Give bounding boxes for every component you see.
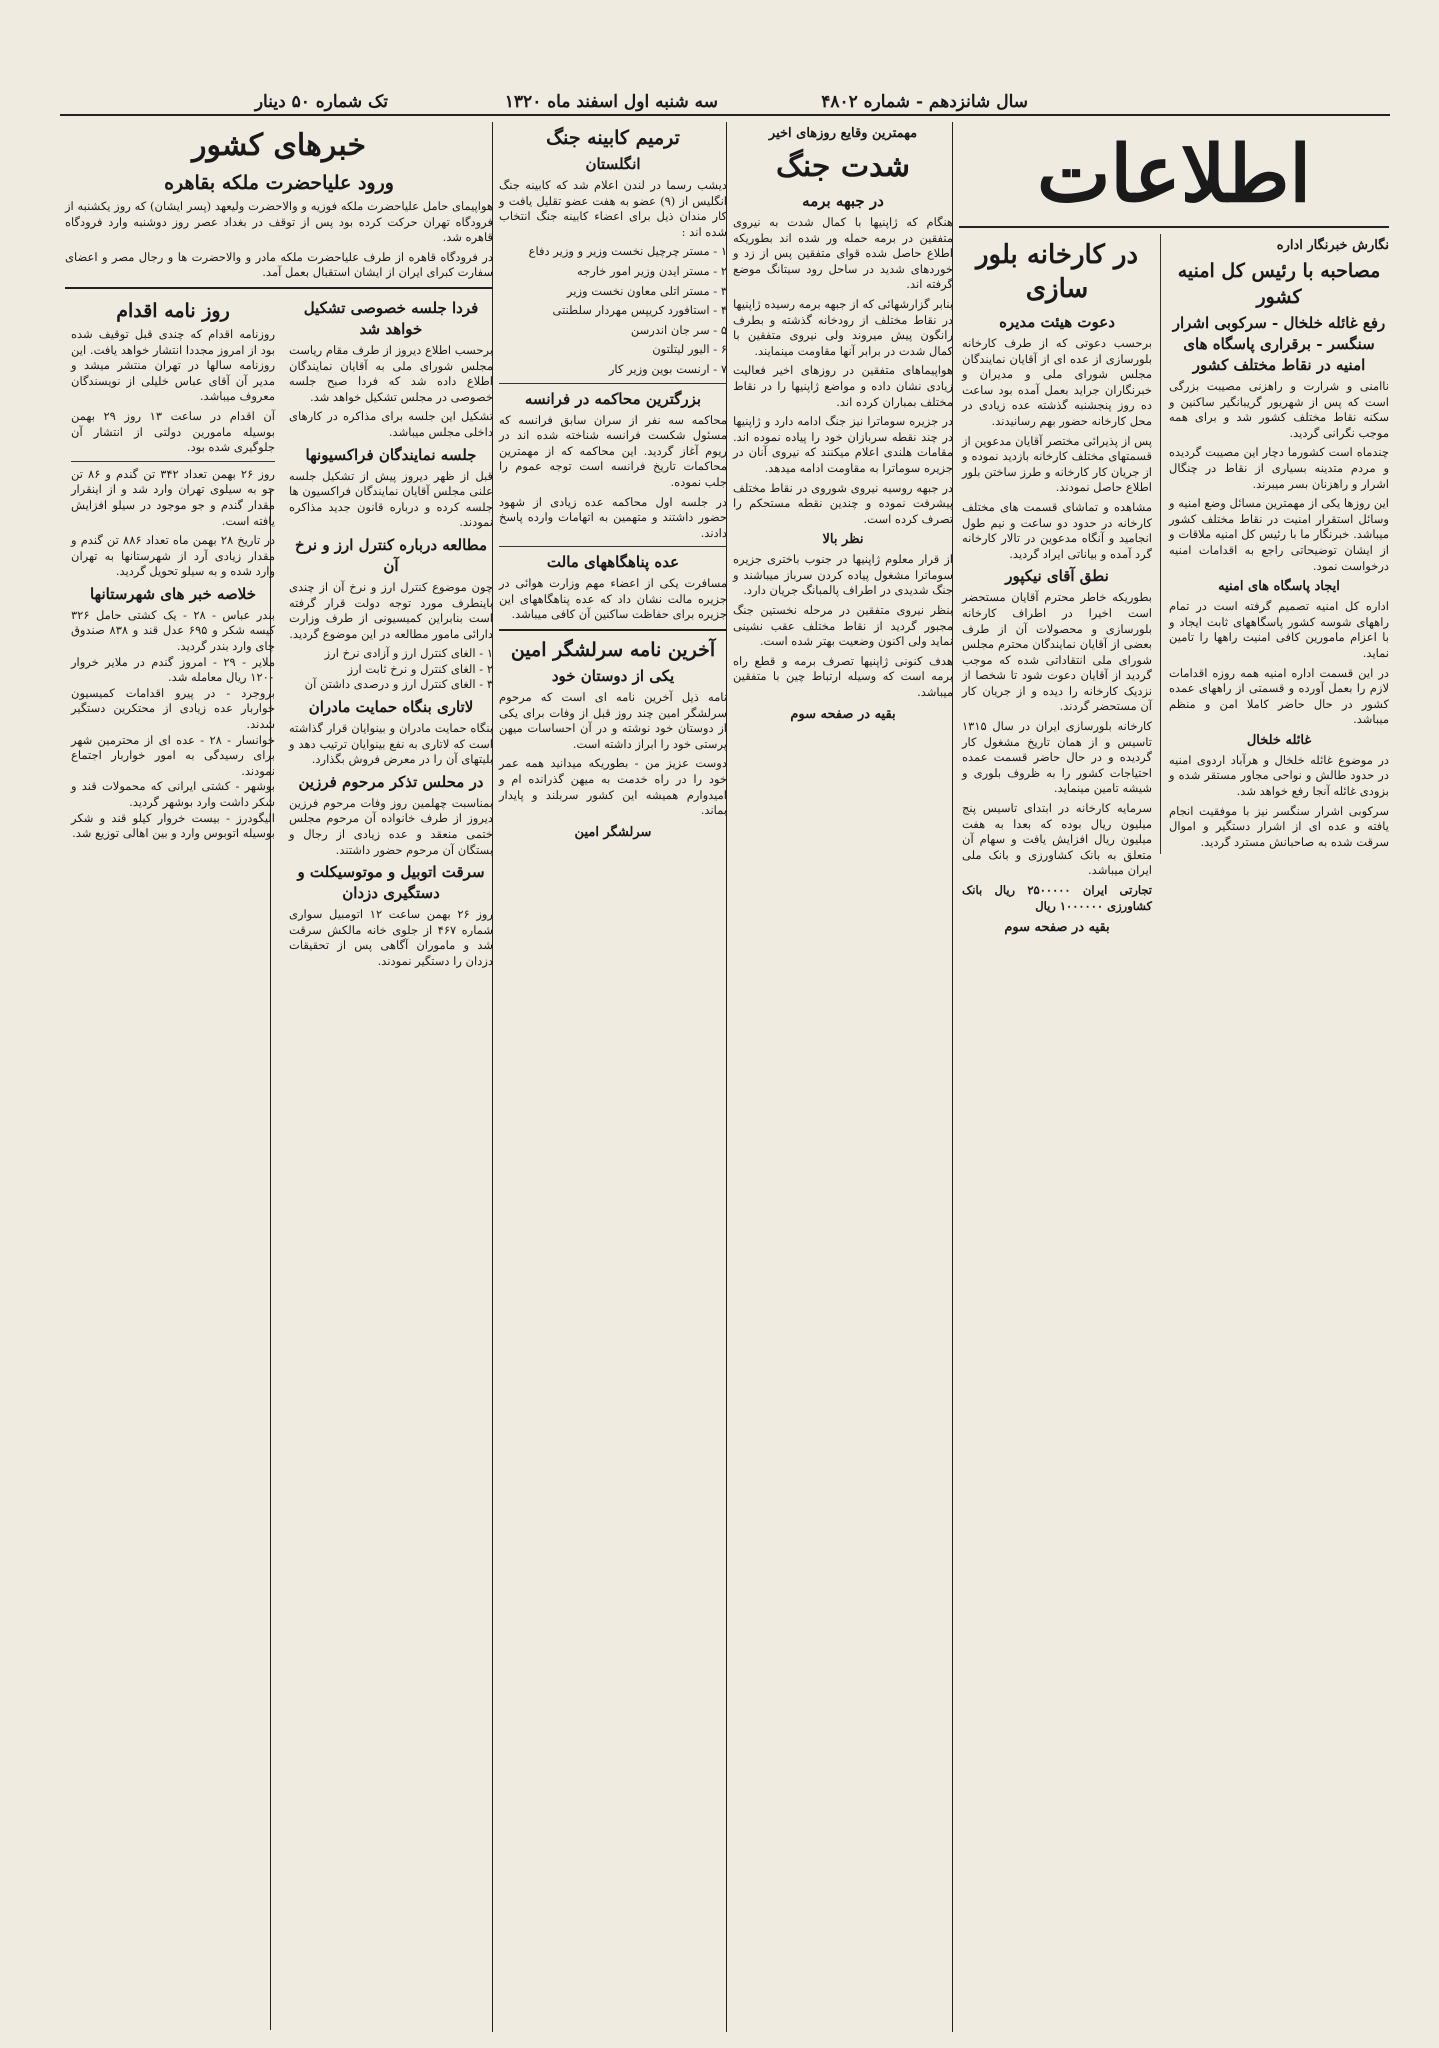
interview-article [1160, 234, 1389, 854]
factions-paragraph: قبل از ظهر دیروز پیش از تشکیل جلسه علنی مجلس آقایان نمایندگان فراکسیون ها جلسه کرده و درباره قانون جدید مذاکره نمودند. [289, 468, 493, 530]
malta-title: عده پناهگاههای مالت [546, 553, 680, 572]
domestic-title: خبرهای کشور [191, 128, 367, 163]
factory-speech-title: نطق آقای نیکپور [1005, 567, 1109, 586]
eqdam-paragraph: روزنامه اقدام که چندی قبل توقیف شده بود از امروز مجددا انتشار خواهد یافت. این روزنامه سالها در تهران منتشر میشد و مدیر آن آقای عباس خلیلی از نویسندگان معروف میباشد. [71, 326, 275, 404]
memorial-title: در محلس تذکر مرحوم فرزین [298, 772, 484, 791]
currency-list: ۱ - الغای کنترل ارز و آزادی نرخ ارز ۲ - الغای کنترل و نرخ ثابت ارز ۳ - الغای کنترل ارز و درصدی داشتن آن [304, 646, 493, 692]
cabinet-sub: انگلستان [585, 155, 641, 173]
separator [499, 546, 727, 547]
war-paragraph: از قرار معلوم ژاپنیها در جنوب باختری جزیره سوماترا مشغول پیاده کردن سرباز میباشند و جنگ شدیدی در اطراف پالمبانگ جریان دارد. [733, 552, 953, 598]
factory-paragraph: بطوریکه خاطر محترم آقایان مستحضر است اخیرا در اطراف کارخانه بلورسازی و محصولات آن از طرف بعضی از آقایان نمایندگان محترم مجلس شورای ملی انتقاداتی شده که موجب گردید از آقایان دعوت شود تا شخصا از نزدیک کارخانه را دیده و از جریان کار آن مستحضر گردند. [962, 590, 1152, 714]
separator [499, 629, 727, 631]
letter-paragraph: دوست عزیز من - بطوریکه میدانید همه عمر خود را در راه خدمت به میهن گذرانده ام و امیدوارم همیشه این کشور سربلند و پایدار بماند. [499, 756, 727, 818]
parliament-paragraph: برحسب اطلاع دیروز از طرف مقام ریاست مجلس شورای ملی به آقایان نمایندگان اطلاع داده شد که فردا صبح جلسه خصوصی در مجلس تشکیل خواهد شد. [289, 342, 493, 404]
cabinet-list-item: ۲ - مستر ایدن وزیر امور خارجه [576, 263, 727, 278]
header-strip [78, 92, 1388, 114]
war-subhead: نظر بالا [822, 532, 864, 548]
war-paragraph: در جزیره سوماترا نیز جنگ ادامه دارد و ژاپنیها در چند نقطه سربازان خود را پیاده نموده اند. مقامات هلندی اعلام میکنند که نیروی آنان در جزیره سوماترا به مقاومت ادامه میدهد. [733, 414, 953, 475]
factory-paragraph: پس از پذیرائی مختصر آقایان مدعوین از قسمتهای مختلف کارخانه بازدید نموده و از جریان کار کارخانه و طرز ساختن بلور اطلاع حاصل نمودند. [962, 433, 1152, 495]
issue-price: تک شماره ۵۰ دینار [254, 92, 388, 112]
war-title: شدت جنگ [775, 149, 911, 184]
eqdam-paragraph: آن اقدام در ساعت ۱۳ روز ۲۹ بهمن بوسیله مامورین دولتی از انتشار آن جلوگیری شده بود. [71, 408, 275, 455]
lottery-title: لاتاری بنگاه حمایت مادران [308, 698, 474, 717]
factory-sub: دعوت هیئت مدیره [999, 313, 1115, 331]
war-kicker: مهمترین وقایع روزهای اخیر [768, 126, 918, 141]
factory-title: در کارخانه بلور سازی [975, 240, 1139, 304]
column-cabinet [496, 122, 730, 2032]
column-war [730, 122, 956, 2032]
currency-title: مطالعه درباره کنترل ارز و نرخ آن [294, 535, 488, 575]
issue-number: سال شانزدهم - شماره ۴۸۰۲ [821, 92, 1028, 112]
war-paragraph: هنگام که ژاپنیها با کمال شدت به نیروی متفقین در برمه حمله ور شده اند بطوریکه اطلاع حاصل شده قوای متفقین پس از زد و خوردهای شدید در ساحل رود سیتانگ موضع گرفته اند. [733, 215, 953, 292]
domestic-left-sub [71, 295, 283, 846]
cabinet-list-item: ۷ - ارنست بوین وزیر کار [608, 361, 727, 376]
cabinet-paragraph: دیشب رسما در لندن اعلام شد که کابینه جنگ انگلیس از (۹) عضو به هفت عضو تقلیل یافت و کار مندان ذیل برای اعضاء کابینه جنگ انتخاب شده اند : [499, 178, 727, 239]
interview-paragraph: اداره کل امنیه تصمیم گرفته است در تمام راههای شوسه کشور پاسگاههای ثابت ایجاد و با اعزام مامورین کافی امنیت راهها را تامین نماید. [1169, 599, 1389, 660]
letter-title: آخرین نامه سرلشگر امین [510, 639, 716, 662]
war-paragraph: در جبهه روسیه نیروی شوروی در نقاط مختلف پیشرفت نموده و چندین نقطه مستحکم را تصرف کرده است. [733, 480, 953, 526]
issue-date: سه شنبه اول اسفند ماه ۱۳۲۰ [504, 92, 718, 112]
interview-lead: رفع غائله خلخال - سرکوبی اشرار سنگسر - برقراری پاسگاه های امنیه در نقاط مختلف کشور [1172, 314, 1386, 374]
malta-paragraph: مسافرت یکی از اعضاء مهم وزارت هوائی در جزیره مالت نشان داد که عده پناهگاههای این جزیره برای حفاظت ساکنین آن کافی میباشد. [499, 576, 727, 622]
domestic-right-sub [283, 295, 493, 974]
factory-article [962, 234, 1160, 936]
interview-kicker: نگارش خبرنگار اداره [1276, 238, 1389, 253]
factory-continued: بقیه در صفحه سوم [1004, 920, 1110, 936]
interview-paragraph: ناامنی و شرارت و راهزنی مصیبت بزرگی است که پس از شهریور گریبانگیر ساکنین و سکنه نقاط مختلف کشور شد و برای همه موجب نگرانی گردید. [1169, 379, 1389, 440]
war-paragraph: بنابر گزارشهائی که از جبهه برمه رسیده ژاپنیها در نقاط مختلف از رودخانه گذشته و بطرف رانگون پیش میروند ولی نیروی متفقین با کمال شدت در برابر آنها مقاومت مینمایند. [733, 296, 953, 358]
cabinet-list-item: ۳ - مستر اتلی معاون نخست وزیر [566, 283, 727, 298]
war-paragraph: بنظر نیروی متفقین در مرحله نخستین جنگ مجبور گردید از نقاط مختلف عقب نشینی نماید ولی اکنون وضعیت بهتر شده است. [733, 603, 953, 649]
trial-paragraph: محاکمه سه نفر از سران سابق فرانسه که مسئول شکست فرانسه شناخته شده اند در ریوم آغاز گردید. این محاکمه که از مهمترین محاکمات تاریخ فرانسه است توجه عموم را جلب نموده. [499, 412, 727, 489]
war-sub: در جبهه برمه [802, 192, 884, 210]
queen-title: ورود علیاحضرت ملکه بقاهره [164, 172, 394, 194]
letter-paragraph: نامه ذیل آخرین نامه ای است که مرحوم سرلشگر امین چند روز قبل از وفات برای یکی از دوستان خود نوشته و در آن احساسات میهن پرستی خود را ابراز داشته است. [499, 690, 727, 751]
grain-paragraph: روز ۲۶ بهمن تعداد ۳۴۲ تن گندم و ۸۶ تن جو به سیلوی تهران وارد شد و از اینقرار مقدار گندم و جو موجود در سیلو افزایش یافته است. [71, 466, 275, 528]
column-domestic [62, 122, 496, 2032]
parliament-title: فردا جلسه خصوصی تشکیل خواهد شد [303, 298, 479, 338]
cabinet-list-item: ۴ - استافورد کریپس مهردار سلطنتی [552, 303, 727, 318]
war-paragraph: هواپیماهای متفقین در روزهای اخیر فعالیت زیادی نشان داده و مواضع ژاپنیها را در نقاط مختلف بمباران کرده اند. [733, 363, 953, 409]
cabinet-title: ترمیم کابینه جنگ [546, 127, 680, 149]
separator [65, 287, 493, 289]
provinces-paragraph: بندر عباس - ۲۸ - یک کشتی حامل ۳۲۶ کیسه شکر و ۶۹۵ عدل قند و ۸۳۸ صندوق چای وارد بندر گردید. ملایر - ۲۹ - امروز گندم در ملایر خروار ۱۲۰۰ ریال معامله شد. بروجرد - در پیرو اقدامات کمیسیون خواربار عده زیادی از محتکرین دستگیر شدند. خوانسار - ۲۸ - عده ای از محترمین شهر برای رسیدگی به امور خواربار اجتماع نمودند. بوشهر - کشتی ایرانی که محمولات قند و شکر داشت وارد بوشهر گردید. الیگودرز - بیست خروار کیلو قند و شکر بوسیله اتوبوس وارد و بین اهالی توزیع شد. [71, 607, 276, 841]
factory-paragraph: کارخانه بلورسازی ایران در سال ۱۳۱۵ تاسیس و از همان تاریخ مشغول کار گردیده و در حال حاضر قسمت عمده احتیاجات کشور را به ظروف بلوری و شیشه تامین مینماید. [962, 719, 1152, 796]
provinces-title: خلاصه خبر های شهرستانها [89, 584, 257, 603]
cabinet-list-item: ۵ - سر جان اندرسن [630, 322, 727, 337]
grain-paragraph: در تاریخ ۲۸ بهمن ماه تعداد ۸۸۶ تن گندم و مقدار زیادی آرد از شهرستانها به تهران وارد شده و به سیلو تحویل گردید. [71, 533, 276, 579]
separator [71, 461, 275, 462]
header-rule [60, 114, 1390, 116]
interview-title: مصاحبه با رئیس کل امنیه کشور [1177, 260, 1381, 308]
interview-paragraph: در این قسمت اداره امنیه همه روزه اقدامات لازم را بعمل آورده و قسمتی از راههای عمده کشور در حال حاضر کاملا امن و منظم میباشد. [1169, 665, 1389, 727]
interview-subhead: غائله خلخال [1246, 732, 1312, 748]
column-right [956, 122, 1392, 2032]
factions-title: جلسه نمایندگان فراکسیونها [305, 445, 477, 464]
factory-paragraph: تجارتی ایران ۲۵۰۰۰۰۰ ریال بانک کشاورزی ۱۰۰۰۰۰۰ ریال [962, 883, 1152, 913]
separator [499, 383, 727, 384]
interview-subhead: ایجاد پاسگاه های امنیه [1218, 579, 1340, 595]
trial-paragraph: در جلسه اول محاکمه عده زیادی از شهود حضور داشتند و متهمین به اتهامات وارده پاسخ دادند. [499, 494, 727, 540]
memorial-paragraph: بمناسبت چهلمین روز وفات مرحوم فرزین دیروز از طرف خانواده آن مرحوم مجلس ختمی منعقد و عده زیادی از رجال و بستگان آن مرحوم حضور داشتند. [289, 795, 493, 857]
interview-paragraph: چندماه است کشورما دچار این مصیبت گردیده و مردم متدینه بسیاری از نقاط در چنگال اشرار و راهزنان بسر میبرند. [1169, 445, 1389, 491]
separator [959, 226, 1389, 228]
lottery-paragraph: بنگاه حمایت مادران و بینوایان قرار گذاشته است که لاتاری به نفع بینوایان ترتیب دهد و بلیتهای آن را در معرض فروش بگذارد. [289, 721, 493, 767]
theft-paragraph: روز ۲۶ بهمن ساعت ۱۲ اتومبیل سواری شماره ۴۶۷ از جلوی خانه مالکش سرقت شد و ماموران آگاهی پس از تحقیقات دزدان را دستگیر نمودند. [289, 907, 493, 968]
currency-paragraph: چون موضوع کنترل ارز و نرخ آن از چندی باینطرف مورد توجه دولت قرار گرفته است بنابراین کمیسیونی از طرف وزارت دارائی مامور مطالعه در این موضوع گردید. [289, 579, 493, 641]
interview-paragraph: در موضوع غائله خلخال و هرآباد اردوی امنیه در حدود طالش و نواحی مجاور مستقر شده و بزودی غائله آنجا رفع خواهد شد. [1169, 752, 1389, 799]
factory-paragraph: سرمایه کارخانه در ابتدای تاسیس پنج میلیون ریال بوده که بعدا به هفت میلیون ریال افزایش یافت و سهام آن متعلق به بانک کشاورزی و بانک ملی ایران میباشد. [962, 801, 1152, 878]
theft-title: سرقت اتوبیل و موتوسیکلت و دستگیری دزدان [297, 863, 485, 903]
interview-paragraph: این روزها یکی از مهمترین مسائل وضع امنیه و وسائل استقرار امنیت در نقاط مختلف کشور میباشد. خبرنگار ما با رئیس کل امنیه ملاقات و از ایشان توضیحاتی راجع به اقدامات امنیه درخواست نمود. [1169, 496, 1389, 573]
masthead: اطلاعات [1036, 129, 1312, 220]
parliament-paragraph: تشکیل این جلسه برای مذاکره در کارهای داخلی مجلس میباشد. [289, 409, 493, 439]
cabinet-list-item: ۶ - الیور لیتلتون [652, 342, 727, 357]
letter-sub: یکی از دوستان خود [551, 667, 675, 686]
queen-paragraph: در فرودگاه قاهره از طرف علیاحضرت ملکه مادر و والاحضرت ها و رجال مصر و اعضای سفارت کبرای ایران از ایشان استقبال بعمل آمد. [65, 249, 493, 280]
factory-paragraph: مشاهده و تماشای قسمت های مختلف کارخانه در حدود دو ساعت و نیم طول انجامید و آنگاه مدعوین در تالار کارخانه گرد آمده و بیاناتی ایراد گردید. [962, 499, 1152, 561]
letter-signature: سرلشگر امین [574, 824, 652, 840]
cabinet-list-item: ۱ - مستر چرچیل نخست وزیر و وزیر دفاع [528, 244, 727, 259]
trial-title: بزرگترین محاکمه در فرانسه [524, 389, 702, 408]
factory-paragraph: برحسب دعوتی که از طرف کارخانه بلورسازی از عده ای از آقایان نمایندگان مجلس شورای ملی و مدیران و خبرنگاران جراید بعمل آمده بود ساعت ده روز پنجشنبه گذشته عده زیادی در محل کارخانه حضور بهم رسانیدند. [962, 336, 1152, 428]
eqdam-title: روز نامه اقدام [116, 299, 230, 322]
war-paragraph: هدف کنونی ژاپنیها تصرف برمه و قطع راه برمه است که وسیله ارتباط چین با متفقین میباشد. [733, 653, 953, 700]
queen-paragraph: هواپیمای حامل علیاحضرت ملکه فوزیه و والاحضرت ولیعهد (پسر ایشان) که روز یکشنبه از فرودگاه تهران حرکت کرده بود پس از توقف در بغداد عصر روز دوشنبه وارد فرودگاه قاهره شد. [65, 199, 493, 245]
interview-paragraph: سرکوبی اشرار سنگسر نیز با موفقیت انجام یافته و عده ای از اشرار دستگیر و اموال سرقت شده به صاحبانش مسترد گردید. [1169, 803, 1389, 849]
war-continued: بقیه در صفحه سوم [790, 706, 896, 722]
